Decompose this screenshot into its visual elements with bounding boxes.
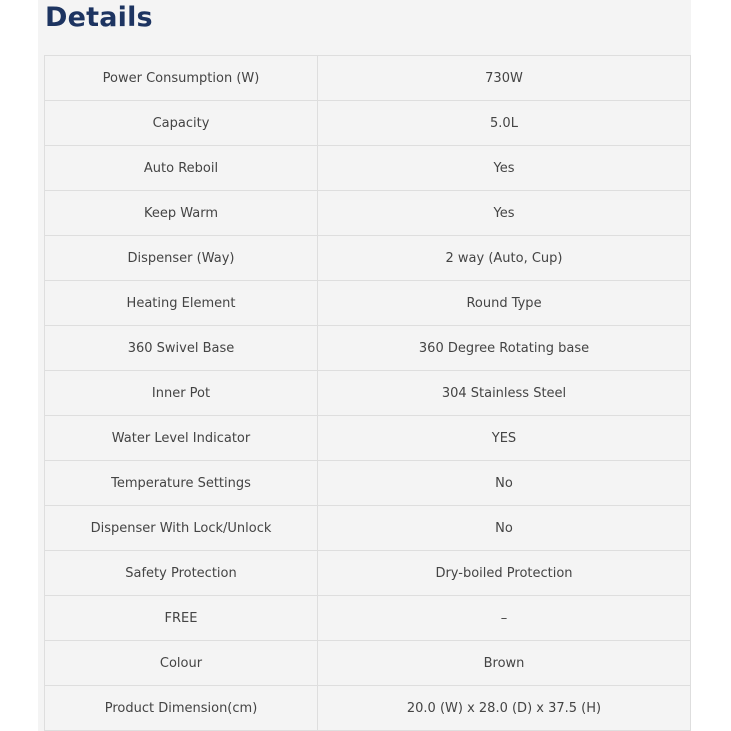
spec-value: Brown [318,641,691,686]
spec-value: No [318,461,691,506]
spec-label: Colour [45,641,318,686]
spec-value: No [318,506,691,551]
table-row [45,416,691,461]
spec-label: Power Consumption (W) [45,56,318,101]
table-row [45,146,691,191]
spec-value: Yes [318,146,691,191]
spec-value: 304 Stainless Steel [318,371,691,416]
spec-value: 730W [318,56,691,101]
spec-label: Safety Protection [45,551,318,596]
spec-label: Auto Reboil [45,146,318,191]
spec-label: Inner Pot [45,371,318,416]
spec-value: 2 way (Auto, Cup) [318,236,691,281]
table-row [45,236,691,281]
spec-label: Product Dimension(cm) [45,686,318,731]
spec-label: Keep Warm [45,191,318,236]
spec-label: Dispenser With Lock/Unlock [45,506,318,551]
spec-value: 20.0 (W) x 28.0 (D) x 37.5 (H) [318,686,691,731]
spec-value: 360 Degree Rotating base [318,326,691,371]
table-row [45,686,691,731]
table-row [45,506,691,551]
spec-label: Temperature Settings [45,461,318,506]
table-row [45,371,691,416]
spec-label: Dispenser (Way) [45,236,318,281]
table-row [45,551,691,596]
spec-label: FREE [45,596,318,641]
table-row [45,101,691,146]
spec-label: Water Level Indicator [45,416,318,461]
spec-value: YES [318,416,691,461]
spec-value: – [318,596,691,641]
page-title: Details [45,2,153,33]
spec-value: Dry-boiled Protection [318,551,691,596]
spec-value: 5.0L [318,101,691,146]
spec-value: Yes [318,191,691,236]
table-row [45,326,691,371]
table-row [45,596,691,641]
specifications-table [44,55,691,731]
table-row [45,191,691,236]
table-row [45,56,691,101]
spec-label: Capacity [45,101,318,146]
spec-label: 360 Swivel Base [45,326,318,371]
spec-value: Round Type [318,281,691,326]
table-row [45,461,691,506]
table-row [45,641,691,686]
table-row [45,281,691,326]
spec-label: Heating Element [45,281,318,326]
